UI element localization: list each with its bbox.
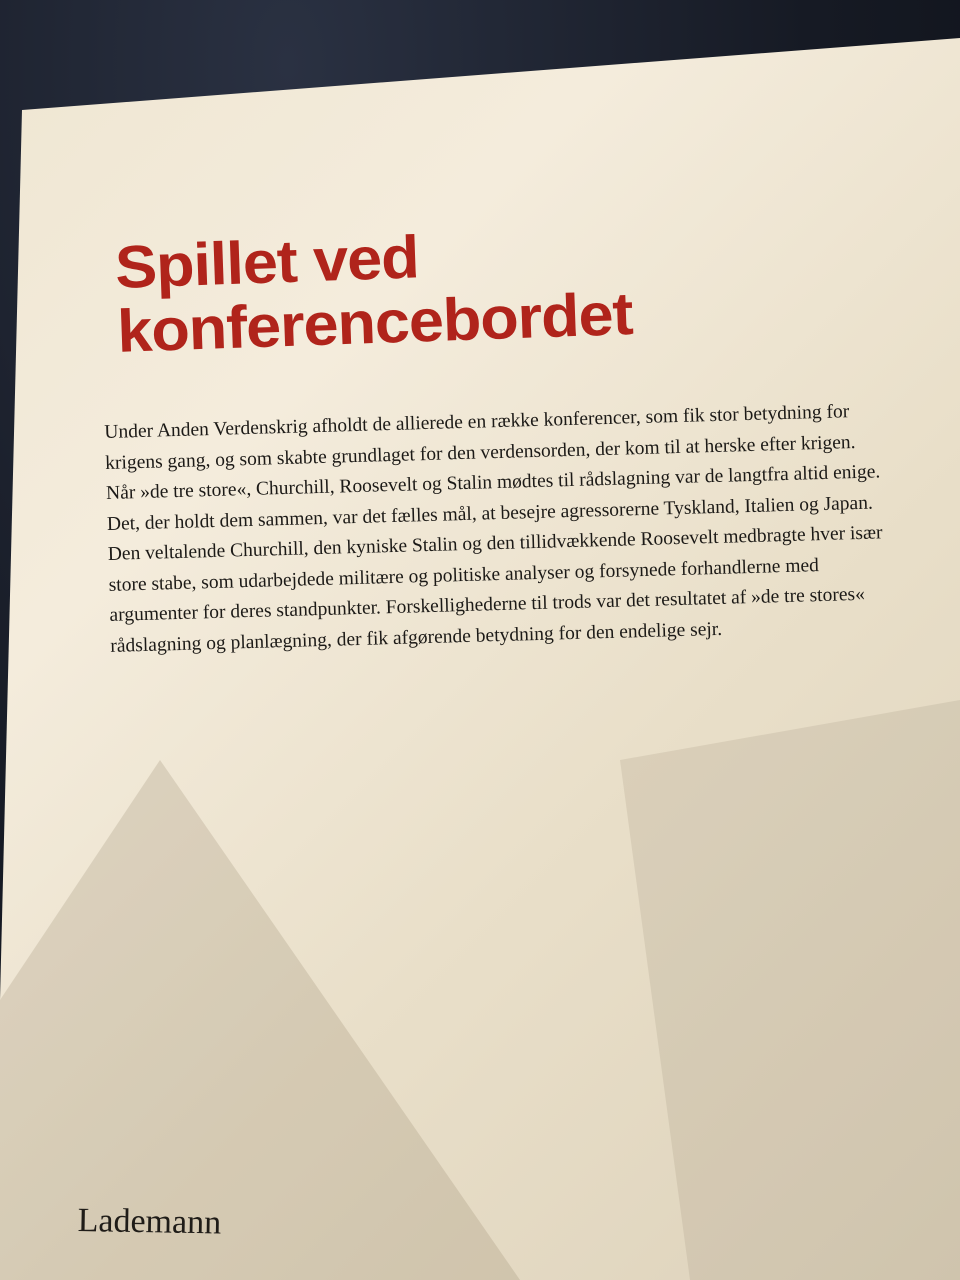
book-title-line-2: konferencebordet <box>116 279 634 365</box>
blurb-paragraph: Når »de tre store«, Churchill, Roosevelt og Stalin mødtes til rådslagning var de langtfra altid enige. Det, der holdt dem sammen, var det fælles mål, at besejre agressorerne Tyskland, Italien og Japan. <box>105 461 881 535</box>
blurb-paragraph: Den veltalende Churchill, den kyniske Stalin og den tillidvækkende Roosevelt medbragte hver især store stabe, som udarbejdede militære og politiske analyser og forsynede forhandlerne med argumenter for deres standpunkter. Forskellighederne til trods var det resultatet af »de tre stores« rådslagning og planlægning, der fik afgørende betydning for den endelige sejr. <box>107 522 883 657</box>
blurb-paragraph: Under Anden Verdenskrig afholdt de allierede en række konferencer, som fik stor betydning for krigens gang, og som skabte grundlaget for den verdensorden, der kom til at herske efter krigen. <box>104 401 856 474</box>
book-title-line-1: Spillet ved <box>113 223 420 301</box>
blurb-text <box>104 396 901 662</box>
publisher-name: Lademann <box>77 1202 222 1242</box>
book-title <box>114 218 633 364</box>
